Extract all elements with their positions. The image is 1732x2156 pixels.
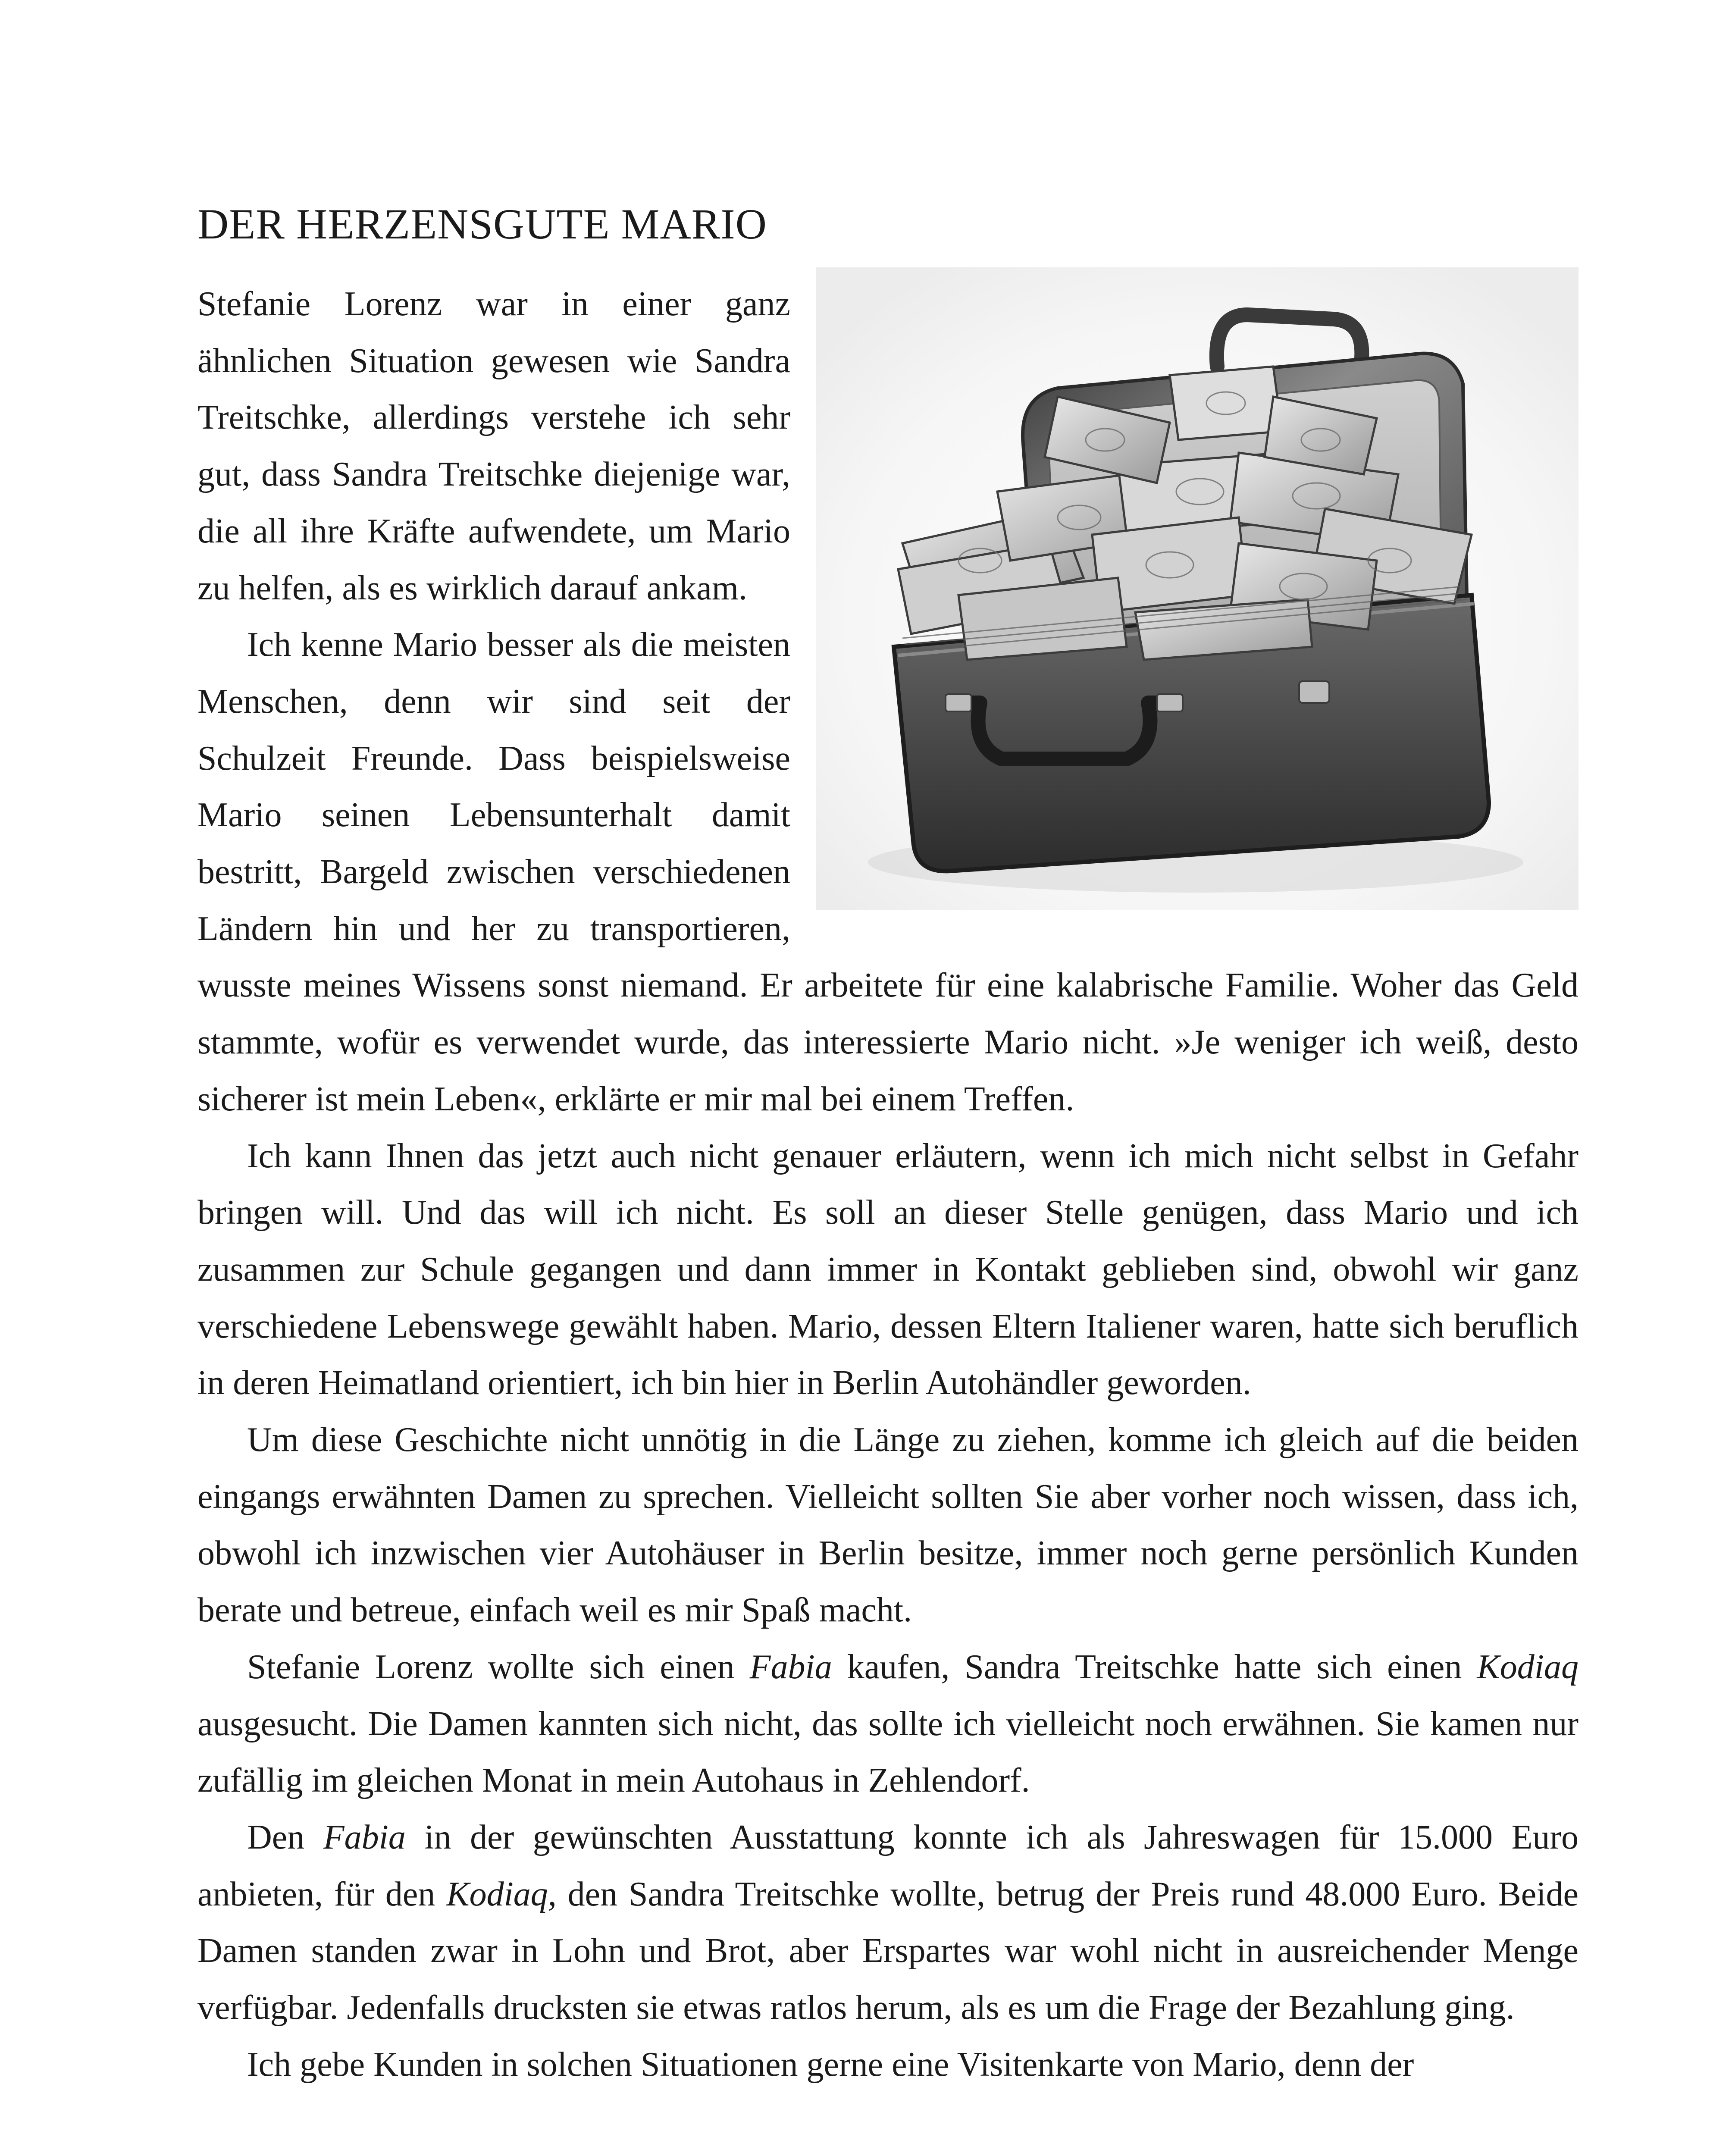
suitcase-with-money-illustration bbox=[816, 267, 1579, 910]
chapter-title: DER HERZENSGUTE MARIO bbox=[197, 200, 767, 248]
paragraph-1: Stefanie Lorenz war in einer ganz ähnlichen Situation gewesen wie Sandra Treitschke, allerdings verstehe ich sehr gut, dass Sandra Treitschke diejenige war, die all ihre Kräfte aufwendete, um Mario zu helfen, als es wirklich darauf ankam. bbox=[197, 285, 790, 607]
text-run: in der gewünschten Ausstattung konnte ich als Jahreswagen für 15.000 Euro anbieten, für den bbox=[197, 1818, 1579, 1913]
text-run: kaufen, Sandra Treitschke hatte sich einen bbox=[832, 1648, 1477, 1686]
suitcase-illustration-svg bbox=[816, 267, 1579, 910]
paragraph-5 bbox=[197, 1639, 1579, 1809]
car-model-fabia: Fabia bbox=[749, 1648, 832, 1686]
text-run: Stefanie Lorenz wollte sich einen bbox=[247, 1648, 750, 1686]
car-model-fabia: Fabia bbox=[323, 1818, 406, 1856]
body-text bbox=[197, 276, 1579, 2093]
paragraph-7: Ich gebe Kunden in solchen Situationen gerne eine Visitenkarte von Mario, denn der bbox=[247, 2045, 1414, 2084]
text-run: ausgesucht. Die Damen kannten sich nicht, das sollte ich vielleicht noch erwähnen. Sie kamen nur zufällig im gleichen Monat in mein Autohaus in Zehlendorf. bbox=[197, 1705, 1579, 1800]
paragraph-3: Ich kann Ihnen das jetzt auch nicht genauer erläutern, wenn ich mich nicht selbst in Gefahr bringen will. Und das will ich nicht. Es soll an dieser Stelle genügen, dass Mario und ich zusammen zur Schule gegangen und dann immer in Kontakt geblieben sind, obwohl wir ganz verschiedene Lebenswege gewählt haben. Mario, dessen Eltern Italiener waren, hatte sich beruflich in deren Heimatland orientiert, ich bin hier in Berlin Autohändler geworden. bbox=[197, 1137, 1579, 1402]
car-model-kodiaq: Kodiaq bbox=[1477, 1648, 1579, 1686]
paragraph-2: Ich kenne Mario besser als die meisten Menschen, denn wir sind seit der Schulzeit Freunde. Dass beispielsweise Mario seinen Lebensunterhalt damit bestritt, Bargeld zwischen verschiedenen Ländern hin und her zu transportieren, wusste meines Wissens sonst niemand. Er arbeitete für eine kalabrische Familie. Woher das Geld stammte, wofür es verwendet wurde, das interessierte Mario nicht. »Je weniger ich weiß, desto sicherer ist mein Leben«, erklärte er mir mal bei einem Treffen. bbox=[197, 626, 1579, 1118]
paragraph-4: Um diese Geschichte nicht unnötig in die Länge zu ziehen, komme ich gleich auf die beiden eingangs erwähnten Damen zu sprechen. Vielleicht sollten Sie aber vorher noch wissen, dass ich, obwohl ich inzwischen vier Autohäuser in Berlin besitze, immer noch gerne persönlich Kunden berate und betreue, einfach weil es mir Spaß macht. bbox=[197, 1421, 1579, 1630]
paragraph-6 bbox=[197, 1809, 1579, 2037]
text-run: Den bbox=[247, 1818, 323, 1856]
text-run: , den Sandra Treitschke wollte, betrug der Preis rund 48.000 Euro. Beide Damen standen zwar in Lohn und Brot, aber Erspartes war wohl nicht in ausreichender Menge verfügbar. Jedenfalls drucksten sie etwas ratlos herum, als es um die Frage der Bezahlung ging. bbox=[197, 1875, 1579, 2027]
car-model-kodiaq: Kodiaq bbox=[446, 1875, 548, 1913]
